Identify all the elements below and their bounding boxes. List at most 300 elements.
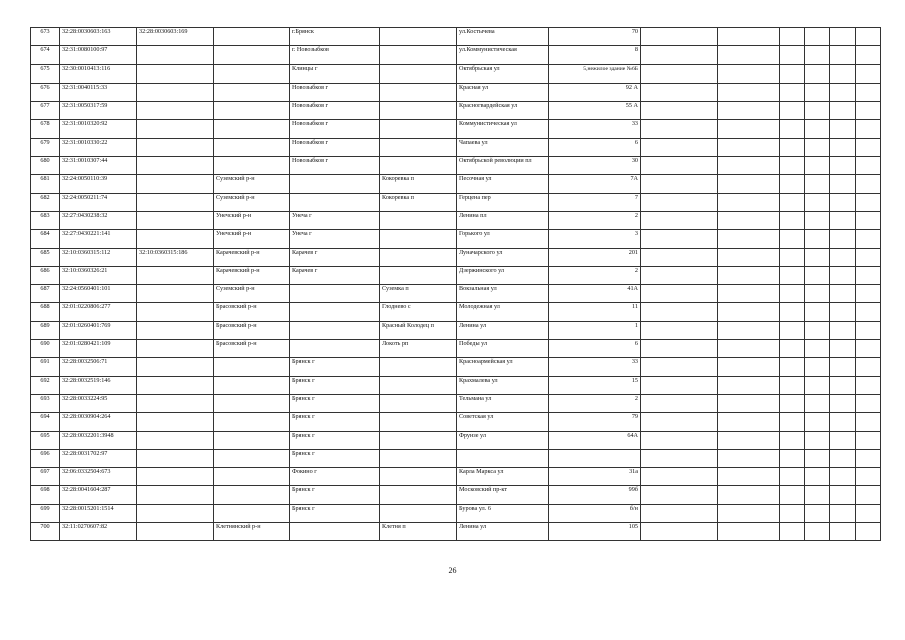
- cell-city: [290, 523, 380, 541]
- cell-locality: [380, 120, 457, 138]
- cell-city: Карачев г: [290, 266, 380, 284]
- table-row: [31, 266, 881, 284]
- cell-empty: [780, 266, 805, 284]
- cell-empty: [805, 486, 830, 504]
- cell-locality: [380, 394, 457, 412]
- cell-number: 697: [31, 468, 60, 486]
- cell-street: Бурова ул. 6: [457, 504, 549, 522]
- cell-district: [214, 120, 290, 138]
- cell-empty: [856, 340, 881, 358]
- cell-empty: [718, 120, 780, 138]
- cell-empty: [805, 120, 830, 138]
- cell-empty: [805, 248, 830, 266]
- cell-empty: [780, 285, 805, 303]
- cell-empty: [641, 468, 718, 486]
- cell-house: 70: [549, 28, 641, 46]
- cell-district: Суземский р-н: [214, 193, 290, 211]
- cell-empty: [856, 230, 881, 248]
- cell-empty: [780, 64, 805, 83]
- table-row: [31, 138, 881, 156]
- cell-cadastral-number: 32:10:0360326:21: [60, 266, 137, 284]
- cell-cadastral-number-2: [137, 413, 214, 431]
- cell-empty: [856, 248, 881, 266]
- cell-empty: [805, 193, 830, 211]
- cell-district: [214, 157, 290, 175]
- cell-cadastral-number-2: [137, 321, 214, 339]
- table-row: [31, 193, 881, 211]
- cell-empty: [641, 285, 718, 303]
- cell-street: Ленина пл: [457, 211, 549, 229]
- table-row: [31, 248, 881, 266]
- cell-house: б/н: [549, 504, 641, 522]
- cell-empty: [780, 120, 805, 138]
- cell-empty: [830, 413, 856, 431]
- cell-city: г.Брянск: [290, 28, 380, 46]
- cell-street: Красноармейская ул: [457, 358, 549, 376]
- cell-cadastral-number: 32:31:0040115:33: [60, 83, 137, 101]
- cell-empty: [641, 376, 718, 394]
- cell-empty: [718, 523, 780, 541]
- cell-cadastral-number: 32:28:0032506:71: [60, 358, 137, 376]
- cell-empty: [805, 28, 830, 46]
- cell-empty: [805, 504, 830, 522]
- cell-empty: [805, 266, 830, 284]
- cell-empty: [780, 303, 805, 321]
- cell-street: Фрунзе ул: [457, 431, 549, 449]
- cell-locality: Кокоревка п: [380, 193, 457, 211]
- cell-empty: [718, 138, 780, 156]
- cell-empty: [830, 504, 856, 522]
- cell-street: Советская ул: [457, 413, 549, 431]
- cell-empty: [856, 303, 881, 321]
- cell-number: 680: [31, 157, 60, 175]
- cell-empty: [830, 248, 856, 266]
- cell-locality: [380, 230, 457, 248]
- cell-empty: [805, 358, 830, 376]
- table-row: [31, 46, 881, 64]
- cell-empty: [641, 321, 718, 339]
- cell-empty: [830, 230, 856, 248]
- cell-cadastral-number: 32:24:0050211:74: [60, 193, 137, 211]
- cell-empty: [830, 321, 856, 339]
- cell-district: [214, 64, 290, 83]
- cell-city: Брянск г: [290, 413, 380, 431]
- cell-empty: [641, 83, 718, 101]
- table-row: [31, 102, 881, 120]
- cell-empty: [718, 102, 780, 120]
- cell-locality: Красный Колодец п: [380, 321, 457, 339]
- cell-empty: [856, 266, 881, 284]
- table-row: [31, 211, 881, 229]
- cell-house: 92 А: [549, 83, 641, 101]
- cell-number: 693: [31, 394, 60, 412]
- cell-empty: [780, 175, 805, 193]
- cell-house: 6: [549, 340, 641, 358]
- cell-empty: [780, 449, 805, 467]
- cell-cadastral-number-2: [137, 175, 214, 193]
- cell-number: 674: [31, 46, 60, 64]
- cell-empty: [718, 486, 780, 504]
- cell-empty: [856, 175, 881, 193]
- cell-empty: [805, 321, 830, 339]
- cell-empty: [641, 449, 718, 467]
- cell-empty: [718, 248, 780, 266]
- cell-locality: [380, 138, 457, 156]
- cell-cadastral-number-2: [137, 102, 214, 120]
- cell-empty: [780, 83, 805, 101]
- cell-empty: [780, 358, 805, 376]
- cell-cadastral-number-2: [137, 486, 214, 504]
- cell-empty: [780, 138, 805, 156]
- cell-cadastral-number-2: [137, 449, 214, 467]
- cell-empty: [856, 468, 881, 486]
- cell-empty: [718, 193, 780, 211]
- cell-locality: [380, 157, 457, 175]
- cell-empty: [641, 211, 718, 229]
- cell-locality: [380, 468, 457, 486]
- cell-number: 695: [31, 431, 60, 449]
- cell-empty: [856, 394, 881, 412]
- cell-house: 33: [549, 358, 641, 376]
- cell-district: [214, 376, 290, 394]
- cell-district: [214, 28, 290, 46]
- cell-empty: [830, 285, 856, 303]
- cell-house: 99б: [549, 486, 641, 504]
- cell-empty: [718, 303, 780, 321]
- cell-cadastral-number: 32:31:0080100:97: [60, 46, 137, 64]
- cell-empty: [830, 28, 856, 46]
- cell-city: Брянск г: [290, 358, 380, 376]
- cell-empty: [780, 340, 805, 358]
- cell-empty: [830, 46, 856, 64]
- cell-number: 675: [31, 64, 60, 83]
- cell-district: Брасовский р-н: [214, 303, 290, 321]
- cell-empty: [641, 303, 718, 321]
- cell-locality: [380, 449, 457, 467]
- cell-empty: [718, 431, 780, 449]
- cell-cadastral-number-2: [137, 285, 214, 303]
- cell-street: Крахмалева ул: [457, 376, 549, 394]
- cell-number: 689: [31, 321, 60, 339]
- cell-empty: [805, 175, 830, 193]
- cell-cadastral-number: 32:28:0033224:95: [60, 394, 137, 412]
- cell-empty: [805, 431, 830, 449]
- table-row: [31, 523, 881, 541]
- cell-empty: [641, 248, 718, 266]
- cell-city: Брянск г: [290, 431, 380, 449]
- cell-cadastral-number-2: [137, 303, 214, 321]
- cell-empty: [856, 193, 881, 211]
- table-row: [31, 468, 881, 486]
- cell-empty: [641, 431, 718, 449]
- cell-empty: [830, 449, 856, 467]
- cell-empty: [805, 413, 830, 431]
- cell-empty: [856, 157, 881, 175]
- cell-city: Унеча г: [290, 230, 380, 248]
- cell-empty: [856, 120, 881, 138]
- cell-locality: [380, 376, 457, 394]
- cell-city: Брянск г: [290, 376, 380, 394]
- cell-empty: [805, 157, 830, 175]
- cell-empty: [830, 340, 856, 358]
- cell-empty: [718, 83, 780, 101]
- cell-empty: [830, 193, 856, 211]
- cell-district: Суземский р-н: [214, 285, 290, 303]
- cell-cadastral-number: 32:28:0030904:264: [60, 413, 137, 431]
- cell-empty: [780, 321, 805, 339]
- cell-empty: [780, 468, 805, 486]
- cell-cadastral-number-2: [137, 358, 214, 376]
- cell-district: [214, 138, 290, 156]
- cell-empty: [780, 413, 805, 431]
- cell-street: Песочная ул: [457, 175, 549, 193]
- cell-empty: [641, 193, 718, 211]
- cell-district: Брасовский р-н: [214, 321, 290, 339]
- cell-empty: [641, 340, 718, 358]
- table-row: [31, 175, 881, 193]
- cell-cadastral-number-2: [137, 120, 214, 138]
- cell-empty: [830, 394, 856, 412]
- cell-house: 2: [549, 266, 641, 284]
- cell-empty: [641, 413, 718, 431]
- cell-empty: [805, 376, 830, 394]
- cell-district: Карачевский р-н: [214, 266, 290, 284]
- cell-cadastral-number: 32:01:0260401:769: [60, 321, 137, 339]
- cell-empty: [805, 523, 830, 541]
- cell-empty: [856, 83, 881, 101]
- cell-house: 15: [549, 376, 641, 394]
- cell-number: 686: [31, 266, 60, 284]
- cell-empty: [830, 120, 856, 138]
- cell-house: 64А: [549, 431, 641, 449]
- cell-number: 678: [31, 120, 60, 138]
- table-row: [31, 285, 881, 303]
- cell-empty: [641, 486, 718, 504]
- table-row: [31, 321, 881, 339]
- cell-city: Унеча г: [290, 211, 380, 229]
- cell-locality: [380, 504, 457, 522]
- cell-house: 7А: [549, 175, 641, 193]
- table-row: [31, 230, 881, 248]
- cell-empty: [780, 102, 805, 120]
- cell-empty: [641, 504, 718, 522]
- cell-cadastral-number-2: [137, 193, 214, 211]
- cell-empty: [641, 28, 718, 46]
- cell-house: 1: [549, 321, 641, 339]
- cell-empty: [856, 64, 881, 83]
- cell-empty: [718, 28, 780, 46]
- cell-city: Новозыбков г: [290, 138, 380, 156]
- cell-empty: [805, 64, 830, 83]
- cell-empty: [856, 376, 881, 394]
- cell-empty: [780, 230, 805, 248]
- cell-district: [214, 46, 290, 64]
- cell-cadastral-number: 32:31:0010307:44: [60, 157, 137, 175]
- cell-cadastral-number: 32:31:0010320:92: [60, 120, 137, 138]
- cell-cadastral-number-2: 32:10:0360315:186: [137, 248, 214, 266]
- cell-city: [290, 175, 380, 193]
- cell-district: [214, 431, 290, 449]
- cell-city: [290, 303, 380, 321]
- cell-empty: [856, 413, 881, 431]
- cell-house: 31а: [549, 468, 641, 486]
- cell-district: [214, 413, 290, 431]
- cell-empty: [780, 46, 805, 64]
- cell-cadastral-number-2: [137, 468, 214, 486]
- cell-cadastral-number: 32:06:0332504:673: [60, 468, 137, 486]
- cell-empty: [718, 358, 780, 376]
- cell-empty: [856, 138, 881, 156]
- cell-cadastral-number: 32:28:0015201:1514: [60, 504, 137, 522]
- cell-empty: [856, 211, 881, 229]
- cell-city: Фокино г: [290, 468, 380, 486]
- table-row: [31, 340, 881, 358]
- cell-locality: [380, 64, 457, 83]
- table-row: [31, 394, 881, 412]
- cell-empty: [856, 321, 881, 339]
- cell-district: [214, 468, 290, 486]
- cell-empty: [805, 468, 830, 486]
- cell-street: Молодежная ул: [457, 303, 549, 321]
- cell-empty: [718, 230, 780, 248]
- cell-empty: [805, 230, 830, 248]
- cell-empty: [641, 230, 718, 248]
- cell-empty: [856, 46, 881, 64]
- cell-empty: [641, 266, 718, 284]
- cell-cadastral-number: 32:27:0430221:141: [60, 230, 137, 248]
- cell-empty: [856, 504, 881, 522]
- cell-street: Октябрьской революции пл: [457, 157, 549, 175]
- cell-locality: [380, 413, 457, 431]
- cell-city: Новозыбков г: [290, 120, 380, 138]
- cell-locality: [380, 102, 457, 120]
- cell-locality: [380, 83, 457, 101]
- cell-empty: [718, 376, 780, 394]
- cell-cadastral-number-2: [137, 138, 214, 156]
- cell-house: 8: [549, 46, 641, 64]
- cell-street: Тельмана ул: [457, 394, 549, 412]
- cell-empty: [780, 394, 805, 412]
- cell-number: 676: [31, 83, 60, 101]
- cell-district: [214, 102, 290, 120]
- cell-empty: [830, 303, 856, 321]
- cell-number: 684: [31, 230, 60, 248]
- cell-empty: [718, 46, 780, 64]
- cell-empty: [718, 321, 780, 339]
- cell-empty: [856, 431, 881, 449]
- cell-empty: [718, 157, 780, 175]
- cell-empty: [780, 376, 805, 394]
- cell-city: Клинцы г: [290, 64, 380, 83]
- cell-cadastral-number: 32:24:0050110:39: [60, 175, 137, 193]
- cell-cadastral-number-2: [137, 394, 214, 412]
- cell-empty: [805, 138, 830, 156]
- cell-cadastral-number: 32:28:0032201:3948: [60, 431, 137, 449]
- cell-district: [214, 486, 290, 504]
- table-body: [31, 28, 881, 541]
- cell-street: Вокзальная ул: [457, 285, 549, 303]
- table-row: [31, 358, 881, 376]
- cell-street: ул.Костычева: [457, 28, 549, 46]
- cell-house: 2: [549, 211, 641, 229]
- cell-city: Брянск г: [290, 486, 380, 504]
- table-row: [31, 376, 881, 394]
- cell-street: ул.Коммунистическая: [457, 46, 549, 64]
- cell-locality: [380, 28, 457, 46]
- cell-number: 685: [31, 248, 60, 266]
- cell-empty: [780, 28, 805, 46]
- cell-empty: [780, 248, 805, 266]
- cell-empty: [641, 120, 718, 138]
- cell-cadastral-number-2: [137, 83, 214, 101]
- cell-house: 30: [549, 157, 641, 175]
- cell-house: 79: [549, 413, 641, 431]
- cell-house: 41А: [549, 285, 641, 303]
- table-row: [31, 303, 881, 321]
- cell-empty: [718, 266, 780, 284]
- cell-cadastral-number: 32:01:0280421:109: [60, 340, 137, 358]
- cell-empty: [805, 303, 830, 321]
- cell-locality: [380, 248, 457, 266]
- table-row: [31, 120, 881, 138]
- cell-number: 700: [31, 523, 60, 541]
- cell-district: Унечский р-н: [214, 230, 290, 248]
- cell-street: Октябрьская ул: [457, 64, 549, 83]
- cell-house: 5,нежилое здание №6Б: [549, 64, 641, 83]
- cell-empty: [830, 138, 856, 156]
- cell-empty: [718, 468, 780, 486]
- registry-table: [30, 27, 881, 541]
- cell-empty: [856, 523, 881, 541]
- cell-empty: [830, 468, 856, 486]
- cell-cadastral-number: 32:27:0430238:32: [60, 211, 137, 229]
- cell-empty: [830, 157, 856, 175]
- cell-house: [549, 449, 641, 467]
- cell-house: 11: [549, 303, 641, 321]
- cell-locality: Кокоревка п: [380, 175, 457, 193]
- cell-cadastral-number: 32:01:0220806:277: [60, 303, 137, 321]
- cell-empty: [780, 431, 805, 449]
- cell-empty: [830, 431, 856, 449]
- cell-city: Карачев г: [290, 248, 380, 266]
- cell-locality: Локоть рп: [380, 340, 457, 358]
- table-row: [31, 486, 881, 504]
- table-row: [31, 83, 881, 101]
- cell-city: [290, 193, 380, 211]
- cell-cadastral-number-2: [137, 230, 214, 248]
- cell-house: 3: [549, 230, 641, 248]
- cell-locality: [380, 46, 457, 64]
- cell-empty: [805, 102, 830, 120]
- table-row: [31, 157, 881, 175]
- cell-number: 690: [31, 340, 60, 358]
- cell-street: [457, 449, 549, 467]
- cell-city: [290, 321, 380, 339]
- cell-cadastral-number-2: 32:28:0030603:169: [137, 28, 214, 46]
- cell-street: Красногвардейская ул: [457, 102, 549, 120]
- cell-empty: [805, 46, 830, 64]
- cell-locality: [380, 486, 457, 504]
- cell-number: 679: [31, 138, 60, 156]
- cell-locality: [380, 211, 457, 229]
- cell-cadastral-number: 32:28:0031702:97: [60, 449, 137, 467]
- cell-street: Коммунистическая ул: [457, 120, 549, 138]
- cell-cadastral-number-2: [137, 340, 214, 358]
- cell-empty: [641, 46, 718, 64]
- cell-cadastral-number-2: [137, 376, 214, 394]
- cell-empty: [718, 64, 780, 83]
- cell-district: Брасовский р-н: [214, 340, 290, 358]
